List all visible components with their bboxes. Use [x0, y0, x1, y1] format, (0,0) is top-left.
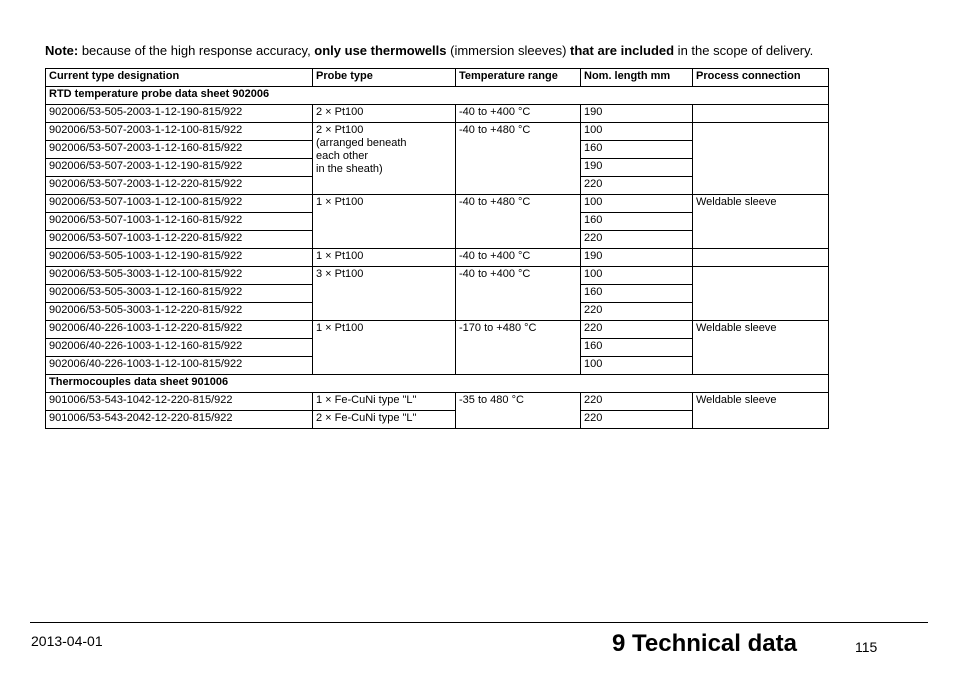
- note-text: in the scope of delivery.: [674, 43, 814, 58]
- section-row: [46, 375, 829, 393]
- length-cell: 190: [581, 249, 693, 267]
- range-cell: -40 to +400 °C: [456, 105, 581, 123]
- range-cell: -170 to +480 °C: [456, 321, 581, 375]
- note-emphasis: that are included: [570, 43, 675, 58]
- table-row: [46, 123, 829, 141]
- length-cell: 100: [581, 195, 693, 213]
- range-cell: -35 to 480 °C: [456, 393, 581, 429]
- designation-cell: 902006/40-226-1003-1-12-160-815/922: [46, 339, 313, 357]
- designation-cell: 902006/53-505-3003-1-12-160-815/922: [46, 285, 313, 303]
- note-text: (immersion sleeves): [446, 43, 571, 58]
- designation-cell: 901006/53-543-1042-12-220-815/922: [46, 393, 313, 411]
- connection-cell: [693, 267, 829, 321]
- connection-cell: Weldable sleeve: [693, 195, 829, 249]
- designation-cell: 902006/53-505-3003-1-12-220-815/922: [46, 303, 313, 321]
- range-cell: -40 to +400 °C: [456, 267, 581, 321]
- designation-cell: 902006/53-505-1003-1-12-190-815/922: [46, 249, 313, 267]
- table-row: [46, 105, 829, 123]
- range-cell: -40 to +480 °C: [456, 195, 581, 249]
- probe-note: each other: [316, 150, 368, 162]
- table-row: [46, 195, 829, 213]
- note-paragraph: [45, 43, 813, 58]
- note-text: because of the high response accuracy,: [78, 43, 315, 58]
- probe-note: (arranged beneath: [316, 137, 407, 149]
- probe-cell: [313, 123, 456, 195]
- length-cell: 100: [581, 357, 693, 375]
- probe-cell: 2 × Fe-CuNi type "L": [313, 411, 456, 429]
- note-prefix: Note:: [45, 43, 79, 58]
- probe-note: in the sheath): [316, 163, 383, 175]
- probe-cell: 1 × Pt100: [313, 249, 456, 267]
- length-cell: 100: [581, 123, 693, 141]
- probe-cell: 1 × Fe-CuNi type "L": [313, 393, 456, 411]
- column-header: Probe type: [313, 69, 456, 87]
- connection-cell: [693, 123, 829, 195]
- connection-cell: Weldable sleeve: [693, 321, 829, 375]
- designation-cell: 902006/53-507-2003-1-12-220-815/922: [46, 177, 313, 195]
- designation-cell: 902006/53-507-2003-1-12-160-815/922: [46, 141, 313, 159]
- footer-divider: [30, 622, 928, 623]
- designation-cell: 902006/53-507-1003-1-12-220-815/922: [46, 231, 313, 249]
- length-cell: 100: [581, 267, 693, 285]
- length-cell: 160: [581, 339, 693, 357]
- length-cell: 190: [581, 159, 693, 177]
- table-header-row: [46, 69, 829, 87]
- range-cell: -40 to +480 °C: [456, 123, 581, 195]
- length-cell: 160: [581, 141, 693, 159]
- designation-cell: 902006/40-226-1003-1-12-100-815/922: [46, 357, 313, 375]
- designation-cell: 902006/53-507-2003-1-12-100-815/922: [46, 123, 313, 141]
- range-cell: -40 to +400 °C: [456, 249, 581, 267]
- length-cell: 160: [581, 285, 693, 303]
- connection-cell: [693, 249, 829, 267]
- footer-date: 2013-04-01: [31, 633, 103, 649]
- designation-cell: 902006/40-226-1003-1-12-220-815/922: [46, 321, 313, 339]
- designation-cell: 902006/53-505-3003-1-12-100-815/922: [46, 267, 313, 285]
- length-cell: 160: [581, 213, 693, 231]
- column-header: Current type designation: [46, 69, 313, 87]
- chapter-title: 9 Technical data: [612, 630, 797, 657]
- designation-cell: 901006/53-543-2042-12-220-815/922: [46, 411, 313, 429]
- length-cell: 220: [581, 177, 693, 195]
- table-row: [46, 393, 829, 411]
- probe-spec-table: [45, 68, 829, 429]
- connection-cell: Weldable sleeve: [693, 393, 829, 429]
- section-row: [46, 87, 829, 105]
- note-emphasis: only use thermowells: [314, 43, 447, 58]
- table-row: [46, 249, 829, 267]
- page-number: 115: [855, 639, 878, 655]
- probe-cell: 3 × Pt100: [313, 267, 456, 321]
- column-header: Nom. length mm: [581, 69, 693, 87]
- length-cell: 220: [581, 303, 693, 321]
- section-title: Thermocouples data sheet 901006: [46, 375, 829, 393]
- designation-cell: 902006/53-507-1003-1-12-100-815/922: [46, 195, 313, 213]
- probe-cell: 1 × Pt100: [313, 195, 456, 249]
- length-cell: 220: [581, 393, 693, 411]
- section-title: RTD temperature probe data sheet 902006: [46, 87, 829, 105]
- length-cell: 220: [581, 411, 693, 429]
- designation-cell: 902006/53-507-2003-1-12-190-815/922: [46, 159, 313, 177]
- length-cell: 190: [581, 105, 693, 123]
- designation-cell: 902006/53-507-1003-1-12-160-815/922: [46, 213, 313, 231]
- column-header: Temperature range: [456, 69, 581, 87]
- table-row: [46, 267, 829, 285]
- column-header: Process connection: [693, 69, 829, 87]
- designation-cell: 902006/53-505-2003-1-12-190-815/922: [46, 105, 313, 123]
- length-cell: 220: [581, 231, 693, 249]
- connection-cell: [693, 105, 829, 123]
- length-cell: 220: [581, 321, 693, 339]
- table-row: [46, 321, 829, 339]
- probe-cell: 1 × Pt100: [313, 321, 456, 375]
- probe-type: 2 × Pt100: [316, 124, 364, 136]
- probe-cell: 2 × Pt100: [313, 105, 456, 123]
